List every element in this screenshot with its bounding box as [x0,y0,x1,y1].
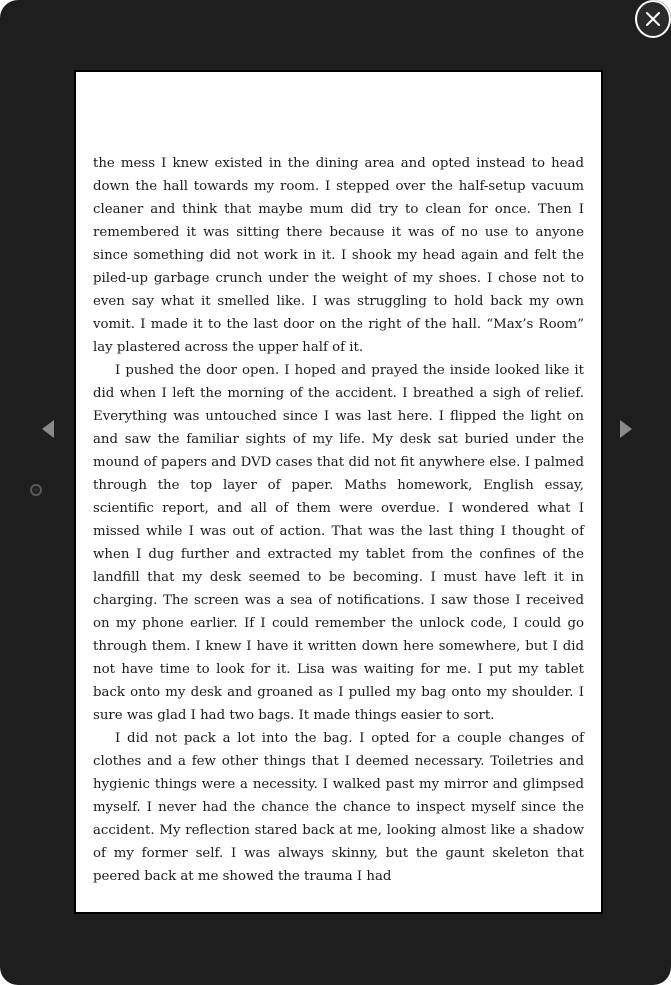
page-text [93,152,584,888]
previous-page-button[interactable] [38,416,60,444]
page-indicator-dot[interactable] [30,484,42,496]
triangle-right-icon [616,416,638,444]
triangle-left-icon [38,416,60,444]
next-page-button[interactable] [616,416,638,444]
paragraph: I pushed the door open. I hoped and prayed the inside looked like it did when I left the morning of the accident. I breathed a sigh of relief. Everything was untouched since I was last here. I flipped the light on and saw the familiar sights of my life. My desk sat buried under the mound of papers and DVD cases that did not fit anywhere else. I palmed through the top layer of paper. Maths homework, English essay, scientific report, and all of them were overdue. I wondered what I missed while I was out of action. That was the last thing I thought of when I dug further and extracted my tablet from the confines of the landfill that my desk seemed to be becoming. I must have left it in charging. The screen was a sea of notifications. I saw those I received on my phone earlier. If I could remember the unlock code, I could go through them. I knew I have it written down here somewhere, but I did not have time to look for it. Lisa was waiting for me. I put my tablet back onto my desk and groaned as I pulled my bag onto my shoulder. I sure was glad I had two bags. It made things easier to sort. [93,363,584,723]
book-page [74,70,603,914]
paragraph: the mess I knew existed in the dining area and opted instead to head down the hall towards my room. I stepped over the half-setup vacuum cleaner and think that maybe mum did try to clean for once. Then I remembered it was sitting there because it was of no use to anyone since something did not work in it. I shook my head again and felt the piled-up garbage crunch under the weight of my shoes. I chose not to even say what it smelled like. I was struggling to hold back my own vomit. I made it to the last door on the right of the hall. “Max’s Room” lay plastered across the upper half of it. [93,156,584,355]
close-button[interactable] [635,0,671,38]
paragraph: I did not pack a lot into the bag. I opted for a couple changes of clothes and a few other things that I deemed necessary. Toiletries and hygienic things were a necessity. I walked past my mirror and glimpsed myself. I never had the chance the chance to inspect myself since the accident. My reflection stared back at me, looking almost like a shadow of my former self. I was always skinny, but the gaunt skeleton that peered back at me showed the trauma I had [93,731,584,884]
close-icon [645,11,661,27]
